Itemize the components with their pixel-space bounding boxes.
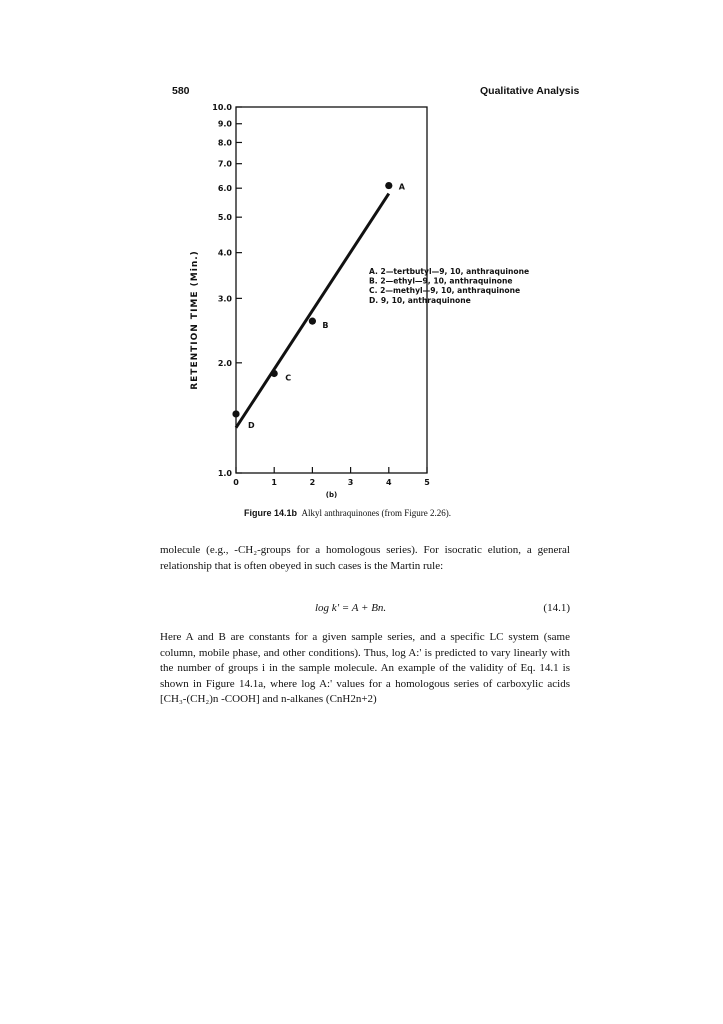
x-tick-label-0: 0 [233, 478, 239, 487]
point-label-C: C [285, 373, 292, 383]
x-axis-label: (b) [325, 491, 338, 499]
y-tick-label-8: 2.0 [217, 358, 232, 368]
figure-caption [244, 508, 451, 518]
x-tick-label-2: 2 [309, 478, 316, 487]
y-tick-label-9: 1.0 [217, 469, 232, 478]
y-axis-label: RETENTION TIME (Min.) [190, 250, 200, 390]
y-tick-label-5: 5.0 [217, 213, 232, 223]
legend-item-1: B. 2—ethyl—9, 10, anthraquinone [369, 276, 513, 286]
caption-label: Figure 14.1b [244, 508, 298, 518]
point-label-A: A [398, 182, 406, 192]
equation-number: (14.1) [543, 602, 570, 614]
point-B [309, 318, 316, 325]
page-number: 580 [172, 85, 190, 97]
equation-formula: log k' = A + Bn. [315, 602, 387, 614]
legend-item-2: C. 2—methyl—9, 10, anthraquinone [369, 286, 521, 296]
y-tick-label-7: 3.0 [217, 294, 232, 304]
y-tick-label-2: 8.0 [217, 138, 232, 148]
point-D [232, 410, 239, 417]
y-tick-label-0: 10.0 [212, 103, 232, 112]
retention-time-chart [170, 95, 590, 505]
legend-item-3: D. 9, 10, anthraquinone [369, 295, 471, 305]
x-tick-label-3: 3 [347, 478, 354, 487]
x-tick-label-1: 1 [271, 478, 277, 487]
legend-item-0: A. 2—tertbutyl—9, 10, anthraquinone [369, 267, 530, 276]
y-tick-label-3: 7.0 [217, 159, 232, 169]
y-tick-label-1: 9.0 [217, 119, 232, 129]
point-label-D: D [248, 420, 255, 430]
point-label-B: B [322, 321, 329, 331]
y-tick-label-6: 4.0 [217, 248, 232, 258]
point-A [385, 182, 392, 189]
x-tick-label-4: 4 [386, 478, 392, 487]
fit-line [236, 194, 389, 428]
paragraph-1: molecule (e.g., -CH₂-groups for a homologous series). For isocratic elution, a general relationship that is often obeyed in such cases is the Martin rule: [160, 544, 570, 572]
paragraph-2: Here A and B are constants for a given sample series, and a specific LC system (same column, mobile phase, and other conditions). Thus, log A:' is predicted to vary linearly with the number of groups i in the sample molecule. An example of the validity of Eq. 14.1 is shown in Figure 14.1a, where log A:' values for a homologous series of carboxylic acids [CH₃-(CH₂)n -COOH] and n-alkanes (CnH2n+2) [160, 631, 570, 705]
y-tick-label-4: 6.0 [217, 184, 232, 194]
caption-text: Alkyl anthraquinones (from Figure 2.26). [301, 508, 451, 518]
x-tick-label-5: 5 [424, 478, 430, 487]
running-title: Qualitative Analysis [480, 85, 580, 97]
point-C [271, 370, 278, 377]
